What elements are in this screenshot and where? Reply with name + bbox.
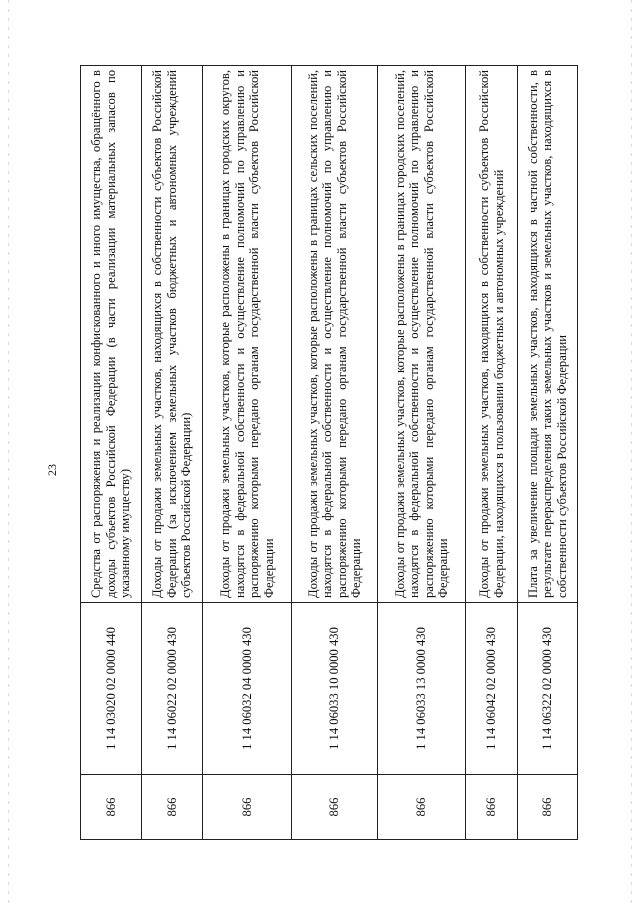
description-text: Доходы от продажи земельных участков, которые расположены в границах городских поселений, находятся в федеральной собственности и осуществление полномочий по управлению и распоряжению которыми передано органам государственной власти субъектов Российской Федерации bbox=[392, 70, 450, 598]
description-text: Доходы от продажи земельных участков, находящихся в собственности субъектов Российской Федерации, находящихся в пользовании бюджетных и автономных учреждений bbox=[477, 70, 506, 598]
description-text: Доходы от продажи земельных участков, находящихся в собственности субъектов Российской Федерации (за исключением земельных участков бюджетных и автономных учреждений субъектов Российской Федерации) bbox=[150, 70, 194, 598]
admin-code-cell: 866 bbox=[81, 775, 142, 840]
table-row bbox=[466, 66, 518, 840]
description-cell bbox=[292, 66, 378, 603]
budget-code-cell: 1 14 06032 04 0000 430 bbox=[203, 603, 292, 775]
description-cell bbox=[466, 66, 518, 603]
page-number: 23 bbox=[45, 464, 59, 476]
table-row bbox=[142, 66, 203, 840]
budget-code-cell: 1 14 06033 10 0000 430 bbox=[292, 603, 378, 775]
budget-code-cell: 1 14 06033 13 0000 430 bbox=[378, 603, 466, 775]
admin-code-cell: 866 bbox=[518, 775, 578, 840]
description-cell bbox=[81, 66, 142, 603]
description-text: Плата за увеличение площади земельных участков, находящихся в частной собственности, в результате перераспределения таких земельных участков и земельных участков, находящихся в собственности субъектов Российской Федерации bbox=[525, 70, 569, 598]
scan-edge-left bbox=[8, 0, 9, 905]
budget-code-cell: 1 14 03020 02 0000 440 bbox=[81, 603, 142, 775]
budget-codes-table bbox=[80, 65, 578, 840]
admin-code-cell: 866 bbox=[466, 775, 518, 840]
budget-code-cell: 1 14 06042 02 0000 430 bbox=[466, 603, 518, 775]
description-text: Доходы от продажи земельных участков, которые расположены в границах сельских поселений, находятся в федеральной собственности и осуществление полномочий по управлению и распоряжению которыми передано органам государственной власти субъектов Российской Федерации bbox=[305, 70, 363, 598]
description-text: Средства от распоряжения и реализации конфискованного и иного имущества, обращённого в доходы субъектов Российской Федерации (в части реализации материальных запасов по указанному имуществу) bbox=[89, 70, 133, 598]
budget-code-cell: 1 14 06322 02 0000 430 bbox=[518, 603, 578, 775]
description-text: Доходы от продажи земельных участков, которые расположены в границах городских округов, находятся в федеральной собственности и осуществление полномочий по управлению и распоряжению которыми передано органам государственной власти субъектов Российской Федерации bbox=[218, 70, 276, 598]
table-row bbox=[378, 66, 466, 840]
budget-code-cell: 1 14 06022 02 0000 430 bbox=[142, 603, 203, 775]
description-cell bbox=[518, 66, 578, 603]
table-row bbox=[203, 66, 292, 840]
admin-code-cell: 866 bbox=[378, 775, 466, 840]
table-row bbox=[292, 66, 378, 840]
table-row bbox=[81, 66, 142, 840]
description-cell bbox=[203, 66, 292, 603]
admin-code-cell: 866 bbox=[203, 775, 292, 840]
scan-edge-right bbox=[631, 0, 632, 905]
description-cell bbox=[378, 66, 466, 603]
table-row bbox=[518, 66, 578, 840]
admin-code-cell: 866 bbox=[142, 775, 203, 840]
rotated-table-container bbox=[80, 65, 577, 840]
description-cell bbox=[142, 66, 203, 603]
admin-code-cell: 866 bbox=[292, 775, 378, 840]
